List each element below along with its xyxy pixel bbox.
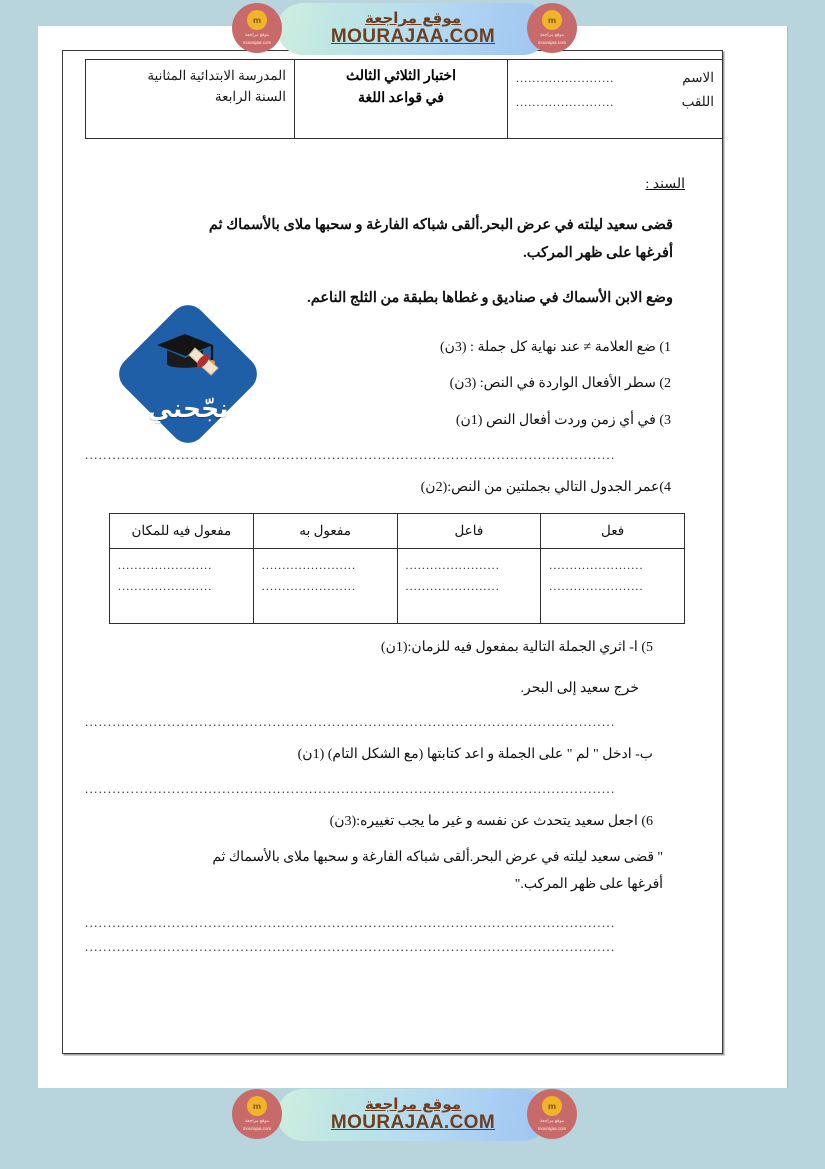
student-surname-label: اللقب [681, 93, 714, 109]
watermark-logo-icon: m [542, 1096, 562, 1116]
student-identity-cell [508, 60, 723, 139]
column-header-place-adverb: مفعول فيه للمكان [110, 513, 254, 548]
logo-content [112, 298, 264, 450]
quote-line-1: " قضى سعيد ليلته في عرض البحر.ألقى شباكه الفارغة و سحبها ملاى بالأسماك ثم [212, 849, 663, 865]
cell-blank-line: ....................... [549, 557, 644, 572]
question-5a-sentence: خرج سعيد إلى البحر. [520, 681, 639, 697]
watermark-logo-icon: m [247, 1096, 267, 1116]
student-surname-field[interactable] [516, 90, 714, 114]
watermark-logo-icon: m [542, 10, 562, 30]
watermark-badge-sub-english: mourajaa.com [537, 40, 567, 45]
cell-blank-line: ....................... [118, 578, 213, 593]
watermark-site-url: MOURAJAA.COM [330, 1112, 496, 1134]
answer-line[interactable]: .................................................................................................................... [85, 939, 616, 954]
watermark-badge-left [232, 3, 282, 53]
table-row [86, 60, 723, 139]
reading-passage-second: وضع الابن الأسماك في صناديق و غطاها بطبقة من الثلج الناعم. [307, 289, 673, 306]
watermark-text-group [277, 3, 549, 55]
student-name-blank: ........................ [516, 71, 615, 85]
quote-line-2: أفرغها على ظهر المركب." [514, 876, 663, 892]
answer-cell-object[interactable] [253, 548, 397, 623]
watermark-arabic-text: موقع مراجعة [364, 8, 462, 27]
logo-brand-text: نجّحني [147, 393, 229, 423]
question-5a: 5) ا- اثري الجملة التالية بمفعول فيه للزمان:(1ن) [380, 639, 653, 655]
exam-title-line2: في قواعد اللغة [358, 91, 444, 107]
watermark-badge-left [232, 1089, 282, 1139]
answer-cell-verb[interactable] [541, 548, 685, 623]
answer-line[interactable]: .................................................................................................................... [85, 714, 616, 729]
student-name-label: الاسم [682, 70, 714, 85]
passage-line-2: أفرغها على ظهر المركب. [523, 245, 673, 262]
watermark-text-group [277, 1089, 549, 1141]
school-info-cell [86, 60, 295, 139]
question-4: 4)عمر الجدول التالي بجملتين من النص:(2ن) [420, 479, 671, 495]
watermark-site-url: MOURAJAA.COM [330, 26, 496, 48]
school-name: المدرسة الابتدائية المثانية [147, 68, 286, 83]
question-1: 1) ضع العلامة ≠ عند نهاية كل جملة : (3ن) [439, 339, 671, 355]
cell-blank-line: ....................... [549, 578, 644, 593]
cell-blank-line: ....................... [261, 578, 357, 593]
watermark-badge-sub-english: mourajaa.com [242, 1126, 272, 1131]
passage-line-1: قضى سعيد ليلته في عرض البحر.ألقى شباكه الفارغة و سحبها ملاى بالأسماك ثم [208, 217, 673, 233]
column-header-subject: فاعل [397, 513, 541, 548]
watermark-badge-sub-english: mourajaa.com [537, 1126, 567, 1131]
najahni-logo [112, 298, 264, 450]
exam-title-line1: اختبار الثلاثي الثالث [346, 69, 456, 84]
question-5b: ب- ادخل " لم " على الجملة و اعد كتابتها (مع الشكل التام) (1ن) [297, 746, 653, 762]
question-6: 6) اجعل سعيد يتحدث عن نفسه و غير ما يجب تغييره:(3ن) [329, 813, 653, 829]
grammar-analysis-table [109, 513, 685, 624]
graduation-cap-icon [151, 328, 225, 380]
school-grade: السنة الرابعة [214, 88, 286, 104]
cell-blank-line: ....................... [405, 578, 500, 593]
watermark-arabic-text: موقع مراجعة [364, 1094, 462, 1113]
table-row [110, 548, 685, 623]
answer-line[interactable]: .................................................................................................................... [85, 781, 616, 796]
exam-title-cell [295, 60, 508, 139]
watermark-badge-sub-arabic: موقع مراجعة [244, 32, 270, 38]
watermark-badge-right [527, 1089, 577, 1139]
answer-cell-place-adverb[interactable] [110, 548, 254, 623]
question-6-quote [85, 844, 685, 898]
question-2: 2) سطر الأفعال الواردة في النص: (3ن) [449, 376, 671, 392]
student-surname-blank: ........................ [516, 94, 615, 109]
watermark-badge-sub-arabic: موقع مراجعة [539, 1118, 565, 1124]
column-header-verb: فعل [541, 513, 685, 548]
exam-body [85, 176, 685, 960]
question-3: 3) في أي زمن وردت أفعال النص (1ن) [455, 413, 671, 429]
answer-line[interactable]: .................................................................................................................... [85, 915, 616, 930]
table-header-row [110, 513, 685, 548]
watermark-logo-icon: m [247, 10, 267, 30]
student-name-field[interactable] [516, 66, 714, 90]
watermark-badge-sub-arabic: موقع مراجعة [539, 32, 565, 38]
watermark-badge-sub-arabic: موقع مراجعة [244, 1118, 270, 1124]
source-label: السند : [645, 177, 685, 192]
column-header-object: مفعول به [253, 513, 397, 548]
answer-line[interactable]: .................................................................................................................... [85, 447, 616, 462]
cell-blank-line: ....................... [261, 557, 357, 572]
watermark-badge-sub-english: mourajaa.com [242, 40, 272, 45]
exam-header-table [85, 59, 723, 139]
cell-blank-line: ....................... [118, 557, 213, 572]
top-watermark-banner [0, 0, 825, 56]
reading-passage [85, 211, 685, 268]
answer-cell-subject[interactable] [397, 548, 541, 623]
bottom-watermark-banner [0, 1086, 825, 1142]
document-page [38, 26, 787, 1088]
watermark-badge-right [527, 3, 577, 53]
cell-blank-line: ....................... [405, 557, 500, 572]
